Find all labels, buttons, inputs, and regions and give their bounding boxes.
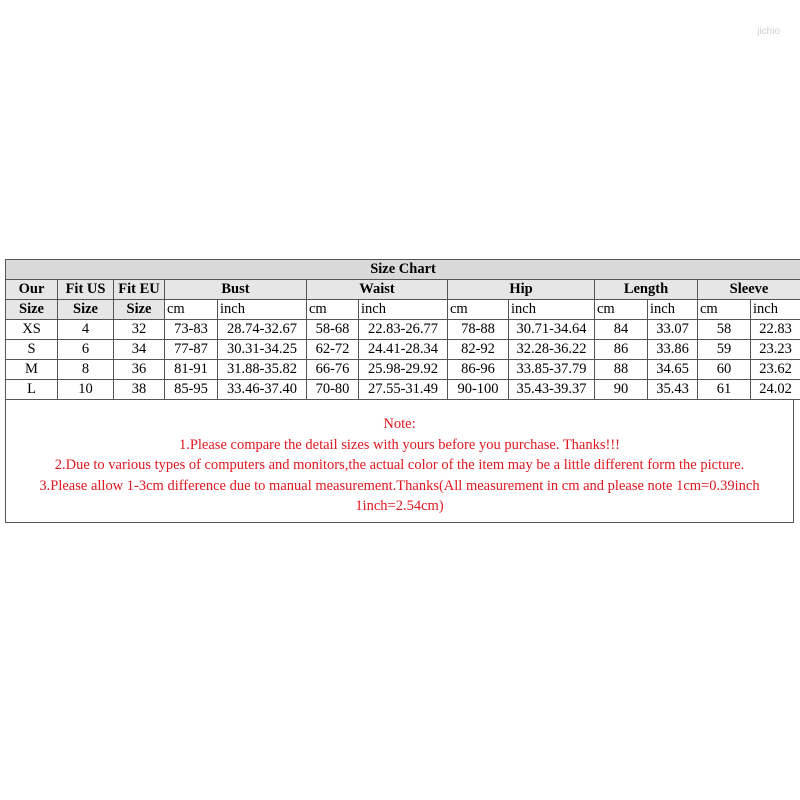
cell-sleeve-in: 24.02	[751, 380, 800, 400]
cell-bust-in: 33.46-37.40	[218, 380, 307, 400]
cell-hip-cm: 86-96	[448, 360, 509, 380]
cell-waist-cm: 58-68	[307, 320, 359, 340]
note-line-1: 1.Please compare the detail sizes with yours before you purchase. Thanks!!!	[178, 436, 621, 453]
unit-inch: inch	[751, 300, 800, 320]
cell-length-in: 34.65	[648, 360, 698, 380]
table-body	[6, 320, 800, 400]
table-row	[6, 340, 800, 360]
cell-hip-cm: 82-92	[448, 340, 509, 360]
cell-length-in: 33.07	[648, 320, 698, 340]
cell-sleeve-cm: 59	[698, 340, 751, 360]
cell-hip-in: 35.43-39.37	[509, 380, 595, 400]
cell-bust-cm: 85-95	[165, 380, 218, 400]
cell-sleeve-in: 22.83	[751, 320, 800, 340]
cell-hip-cm: 78-88	[448, 320, 509, 340]
cell-us: 6	[58, 340, 114, 360]
cell-eu: 34	[114, 340, 165, 360]
header-waist: Waist	[307, 280, 448, 300]
cell-length-cm: 86	[595, 340, 648, 360]
cell-length-in: 33.86	[648, 340, 698, 360]
note-line-2: 2.Due to various types of computers and monitors,the actual color of the item may be a little different form the picture.	[54, 457, 745, 473]
cell-bust-cm: 81-91	[165, 360, 218, 380]
unit-cm: cm	[698, 300, 751, 320]
header-our-size: Our	[6, 280, 58, 300]
cell-bust-in: 28.74-32.67	[218, 320, 307, 340]
header-sleeve: Sleeve	[698, 280, 800, 300]
cell-hip-in: 32.28-36.22	[509, 340, 595, 360]
table-row	[6, 360, 800, 380]
header-hip: Hip	[448, 280, 595, 300]
note-heading: Note:	[383, 416, 416, 432]
notes-box	[5, 399, 794, 523]
header-length: Length	[595, 280, 698, 300]
unit-cm: cm	[448, 300, 509, 320]
header-bust: Bust	[165, 280, 307, 300]
cell-size: S	[6, 340, 58, 360]
cell-hip-cm: 90-100	[448, 380, 509, 400]
header-our-size-2: Size	[6, 300, 58, 320]
cell-length-cm: 84	[595, 320, 648, 340]
cell-length-cm: 88	[595, 360, 648, 380]
cell-bust-in: 31.88-35.82	[218, 360, 307, 380]
note-line-3: 3.Please allow 1-3cm difference due to manual measurement.Thanks(All measurement in cm and please note 1cm=0.39inch	[39, 477, 760, 494]
header-fit-us: Fit US	[58, 280, 114, 300]
cell-waist-in: 24.41-28.34	[359, 340, 448, 360]
unit-cm: cm	[307, 300, 359, 320]
cell-size: M	[6, 360, 58, 380]
cell-size: XS	[6, 320, 58, 340]
header-fit-eu: Fit EU	[114, 280, 165, 300]
cell-bust-in: 30.31-34.25	[218, 340, 307, 360]
cell-length-in: 35.43	[648, 380, 698, 400]
cell-bust-cm: 77-87	[165, 340, 218, 360]
cell-sleeve-cm: 60	[698, 360, 751, 380]
cell-bust-cm: 73-83	[165, 320, 218, 340]
cell-waist-cm: 62-72	[307, 340, 359, 360]
cell-hip-in: 30.71-34.64	[509, 320, 595, 340]
cell-sleeve-cm: 58	[698, 320, 751, 340]
cell-waist-in: 27.55-31.49	[359, 380, 448, 400]
cell-waist-cm: 66-76	[307, 360, 359, 380]
cell-sleeve-in: 23.23	[751, 340, 800, 360]
unit-inch: inch	[648, 300, 698, 320]
header-fit-eu-2: Size	[114, 300, 165, 320]
cell-length-cm: 90	[595, 380, 648, 400]
cell-us: 4	[58, 320, 114, 340]
header-fit-us-2: Size	[58, 300, 114, 320]
unit-inch: inch	[509, 300, 595, 320]
cell-size: L	[6, 380, 58, 400]
cell-sleeve-in: 23.62	[751, 360, 800, 380]
cell-hip-in: 33.85-37.79	[509, 360, 595, 380]
cell-us: 10	[58, 380, 114, 400]
cell-waist-in: 22.83-26.77	[359, 320, 448, 340]
size-table	[5, 259, 800, 400]
unit-cm: cm	[165, 300, 218, 320]
unit-cm: cm	[595, 300, 648, 320]
cell-us: 8	[58, 360, 114, 380]
size-chart	[5, 259, 796, 400]
cell-waist-cm: 70-80	[307, 380, 359, 400]
chart-title: Size Chart	[6, 260, 800, 280]
cell-waist-in: 25.98-29.92	[359, 360, 448, 380]
cell-eu: 32	[114, 320, 165, 340]
table-row	[6, 380, 800, 400]
unit-inch: inch	[218, 300, 307, 320]
cell-sleeve-cm: 61	[698, 380, 751, 400]
table-row	[6, 320, 800, 340]
note-line-4: 1inch=2.54cm)	[355, 498, 444, 514]
cell-eu: 38	[114, 380, 165, 400]
unit-inch: inch	[359, 300, 448, 320]
watermark: jichio	[757, 26, 780, 37]
cell-eu: 36	[114, 360, 165, 380]
